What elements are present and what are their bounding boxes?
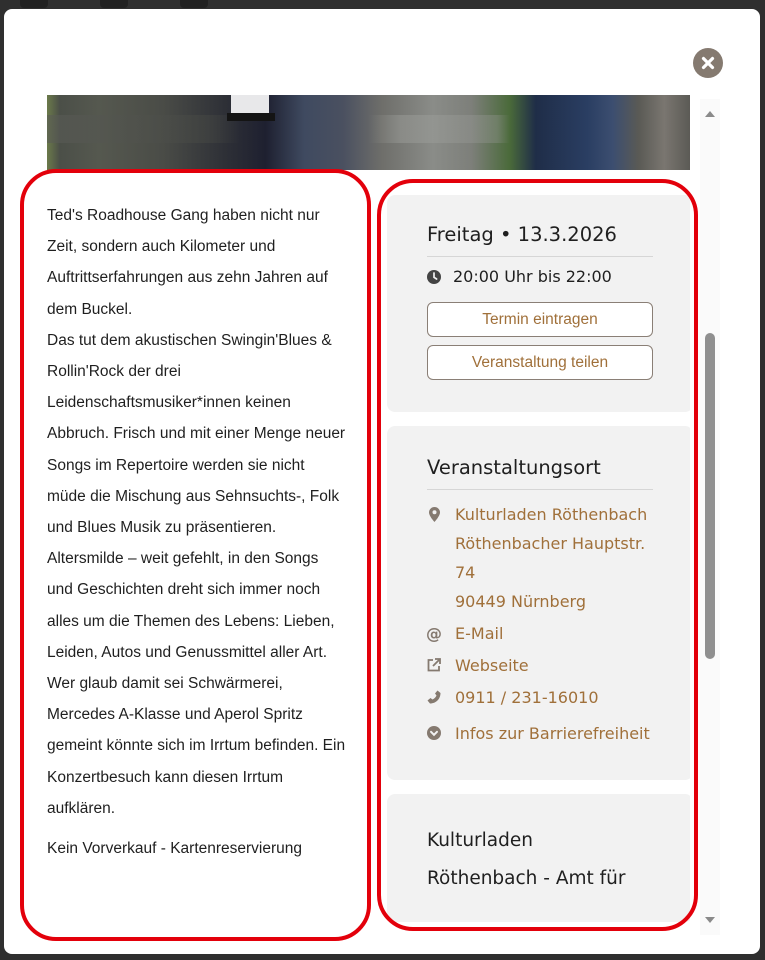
background-page-icons [20, 0, 208, 8]
scroll-down-arrow-icon[interactable] [705, 917, 715, 923]
chevron-circle-down-icon [427, 726, 441, 740]
organizer-title-line: Kulturladen [427, 830, 533, 851]
event-description [47, 200, 347, 864]
share-event-button[interactable]: Veranstaltung teilen [427, 345, 653, 380]
map-marker-icon [429, 507, 440, 522]
event-detail-modal [4, 9, 760, 954]
email-link-label[interactable]: E-Mail [455, 624, 504, 643]
venue-phone-link[interactable] [427, 683, 653, 712]
event-time-row [427, 267, 653, 286]
scroll-up-arrow-icon[interactable] [705, 111, 715, 117]
website-link-label[interactable]: Webseite [455, 656, 529, 675]
accessibility-info-label[interactable]: Infos zur Barrierefreiheit [455, 724, 650, 743]
phone-number[interactable]: 0911 / 231-16010 [455, 688, 599, 707]
event-time: 20:00 Uhr bis 22:00 [453, 267, 612, 286]
venue-address[interactable] [427, 500, 653, 616]
venue-email-link[interactable] [427, 619, 653, 648]
venue-name[interactable]: Kulturladen Röthenbach [455, 505, 648, 524]
modal-scroll-content [47, 95, 690, 945]
venue-house-number[interactable]: 74 [455, 563, 476, 582]
venue-title: Veranstaltungsort [427, 456, 653, 490]
ticket-info: Kein Vorverkauf - Kartenreservierung [47, 840, 303, 858]
person-icon [180, 0, 208, 8]
venue-card [387, 426, 690, 780]
date-card [387, 195, 690, 412]
venue-street[interactable]: Röthenbacher Hauptstr. [455, 534, 646, 553]
close-icon [701, 56, 715, 70]
description-paragraph: Ted's Roadhouse Gang haben nicht nur Zeit, sondern auch Kilometer und Auftrittserfahrungen aus zehn Jahren auf dem Buckel. [47, 207, 328, 318]
hand-icon [100, 0, 128, 8]
at-icon: @ [426, 624, 442, 643]
close-button[interactable] [693, 48, 723, 78]
event-info-column [387, 195, 690, 936]
phone-icon [427, 690, 441, 704]
add-to-calendar-button[interactable]: Termin eintragen [427, 302, 653, 337]
accessibility-info-toggle[interactable] [427, 719, 653, 748]
organizer-card [387, 794, 690, 922]
venue-website-link[interactable] [427, 651, 653, 680]
person-icon [20, 0, 48, 8]
external-link-icon [427, 658, 441, 672]
event-photo [47, 95, 690, 170]
vertical-scrollbar[interactable] [700, 99, 720, 935]
description-paragraph: Wer glaub damit sei Schwärmerei, Mercedes A-Klasse und Aperol Spritz gemeint könnte sich im Irrtum befinden. Ein Konzertbesuch kann diesen Irrtum aufklären. [47, 675, 346, 817]
organizer-title-line: Röthenbach - Amt für [427, 868, 626, 889]
scrollbar-thumb[interactable] [705, 333, 715, 659]
description-paragraph: Das tut dem akustischen Swingin'Blues & Rollin'Rock der drei Leidenschaftsmusiker*innen keinen Abbruch. Frisch und mit einer Menge neuer Songs im Repertoire werden sie nicht müde die Mischung aus Sehnsuchts-, Folk und Blues Musik zu präsentieren. [47, 331, 346, 537]
event-date: Freitag • 13.3.2026 [427, 223, 653, 257]
description-paragraph: Altersmilde – weit gefehlt, in den Songs und Geschichten dreht sich immer noch alles um die Themen des Lebens: Lieben, Leiden, Autos und Genussmittel aller Art. [47, 550, 335, 661]
venue-city[interactable]: 90449 Nürnberg [455, 592, 586, 611]
clock-icon [427, 270, 441, 284]
